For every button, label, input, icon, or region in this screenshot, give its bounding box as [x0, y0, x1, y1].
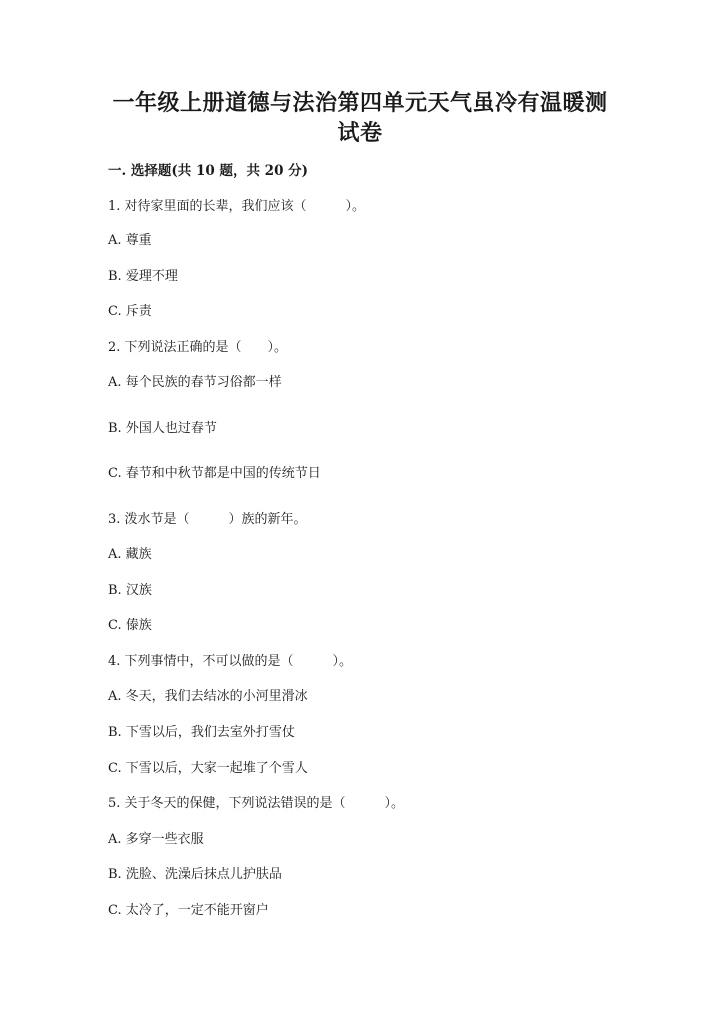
question-3-option-c: C. 傣族 [108, 618, 152, 633]
question-1-option-c: C. 斥责 [108, 304, 152, 319]
page-title-line-1: 一年级上册道德与法治第四单元天气虽冷有温暖测 [112, 90, 608, 116]
question-4-option-a: A. 冬天，我们去结冰的小河里滑冰 [108, 689, 308, 704]
question-5-stem: 5. 关于冬天的保健，下列说法错误的是（ ）。 [108, 796, 405, 811]
question-1-option-b: B. 爱理不理 [108, 269, 178, 284]
question-2-stem: 2. 下列说法正确的是（ ）。 [108, 340, 288, 355]
question-1-option-a: A. 尊重 [108, 233, 152, 248]
question-3-option-b: B. 汉族 [108, 583, 152, 598]
question-2-option-a: A. 每个民族的春节习俗都一样 [108, 375, 282, 390]
question-4-stem: 4. 下列事情中，不可以做的是（ ）。 [108, 654, 353, 669]
question-3-stem: 3. 泼水节是（ ）族的新年。 [108, 512, 307, 527]
question-3-option-a: A. 藏族 [108, 547, 152, 562]
question-4-option-b: B. 下雪以后，我们去室外打雪仗 [108, 725, 295, 740]
question-4-option-c: C. 下雪以后，大家一起堆了个雪人 [108, 761, 308, 776]
question-5-option-b: B. 洗脸、洗澡后抹点儿护肤品 [108, 867, 282, 882]
question-2-option-c: C. 春节和中秋节都是中国的传统节日 [108, 466, 321, 481]
section-heading: 一. 选择题(共 10 题，共 20 分) [108, 163, 309, 179]
question-2-option-b: B. 外国人也过春节 [108, 421, 217, 436]
question-1-stem: 1. 对待家里面的长辈，我们应该（ ）。 [108, 199, 366, 214]
question-5-option-a: A. 多穿一些衣服 [108, 832, 204, 847]
page-title-line-2: 试卷 [337, 120, 383, 146]
question-5-option-c: C. 太冷了，一定不能开窗户 [108, 903, 269, 918]
